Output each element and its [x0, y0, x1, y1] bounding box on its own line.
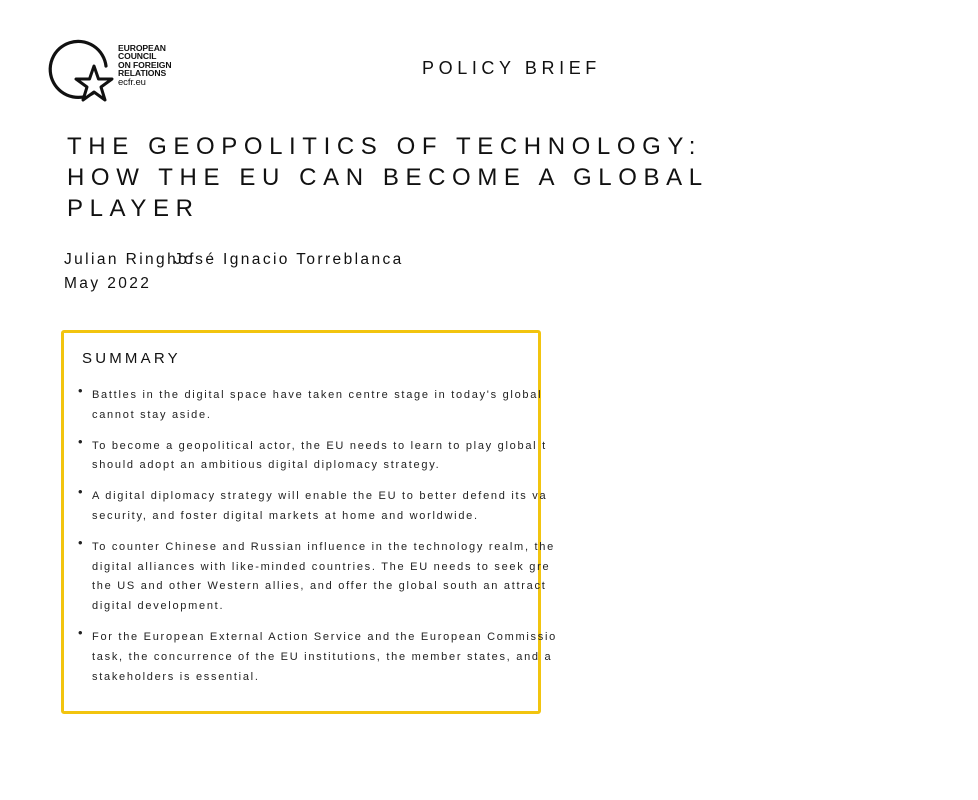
logo-line: COUNCIL [118, 51, 157, 62]
logo-url: ecfr.eu [118, 76, 146, 88]
summary-bullet [78, 383, 978, 426]
bullet-line: A digital diplomacy strategy will enable the EU to better defend its va [92, 490, 548, 503]
page-title [67, 131, 967, 224]
summary-bullets [78, 383, 978, 698]
publication-date: May 2022 [64, 275, 152, 292]
bullet-line: the US and other Western allies, and offer the global south an attract [92, 580, 547, 593]
bullet-line: For the European External Action Service and the European Commissio [92, 630, 557, 643]
bullet-line: digital alliances with like-minded countries. The EU needs to seek gre [92, 560, 551, 573]
bullet-line: task, the concurrence of the EU institutions, the member states, and a [92, 650, 553, 663]
bullet-marker: • [78, 484, 85, 500]
bullet-line: security, and foster digital markets at home and worldwide. [92, 509, 479, 522]
summary-bullet [78, 433, 978, 477]
bullet-marker: • [78, 383, 85, 398]
bullet-marker: • [78, 433, 85, 449]
logo-line: EUROPEAN [118, 43, 166, 53]
bullet-marker: • [78, 624, 85, 640]
author-name: Julian Ringhof [64, 251, 196, 268]
bullet-line: To become a geopolitical actor, the EU needs to learn to play global t [92, 439, 547, 452]
bullet-line: should adopt an ambitious digital diplomacy strategy. [92, 459, 441, 472]
summary-bullet [78, 484, 978, 527]
bullet-line: digital development. [92, 600, 225, 613]
bullet-line: Battles in the digital space have taken centre stage in today's global [92, 389, 543, 401]
summary-bullet [78, 534, 978, 617]
logo-line: ON FOREIGN [118, 59, 172, 70]
bullet-line: stakeholders is essential. [92, 670, 260, 683]
summary-heading: SUMMARY [82, 350, 181, 367]
logo-wordmark [118, 44, 171, 88]
bullet-line: cannot stay aside. [92, 408, 212, 421]
author-name: José Ignacio Torreblanca [174, 251, 404, 268]
title-line: THE GEOPOLITICS OF TECHNOLOGY: [67, 133, 702, 160]
bullet-line: To counter Chinese and Russian influence in the technology realm, the [92, 540, 555, 553]
document-type-label: POLICY BRIEF [422, 58, 601, 78]
bullet-marker: • [78, 534, 85, 550]
title-line: PLAYER [67, 195, 200, 222]
summary-bullet [78, 624, 978, 687]
title-line: HOW THE EU CAN BECOME A GLOBAL [67, 164, 709, 191]
ecfr-logo [52, 36, 202, 106]
logo-line: RELATIONS [118, 68, 167, 79]
star-circle-icon [52, 36, 116, 106]
